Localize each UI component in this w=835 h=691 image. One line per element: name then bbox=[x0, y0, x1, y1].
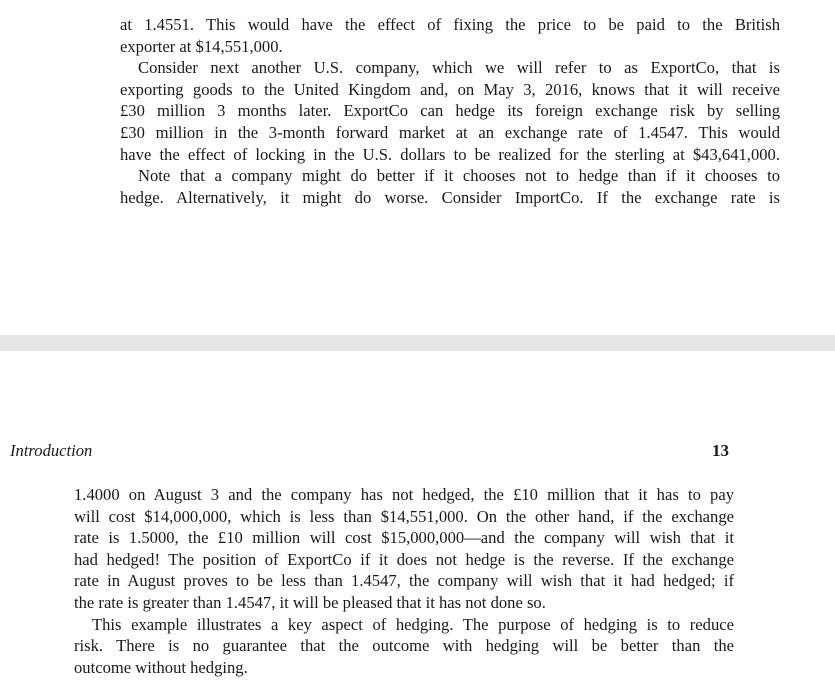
page-number: 13 bbox=[712, 441, 729, 460]
page-gap bbox=[0, 335, 835, 351]
text-line: rate in August proves to be less than 1.4547, the company will wish that it had hedged; if bbox=[74, 571, 734, 591]
text-line: will cost $14,000,000, which is less than $14,551,000. On the other hand, if the exchange bbox=[74, 506, 734, 526]
text-line: outcome without hedging. bbox=[74, 657, 248, 677]
text-line: the rate is greater than 1.4547, it will be pleased that it has not done so. bbox=[74, 592, 546, 612]
running-head-title: Introduction bbox=[10, 441, 93, 460]
text-line: have the effect of locking in the U.S. dollars to be realized for the sterling at $43,641,000. bbox=[120, 144, 780, 164]
bottom-page-text bbox=[74, 484, 734, 678]
text-line: Note that a company might do better if it chooses not to hedge than if it chooses to bbox=[138, 166, 780, 186]
text-line: rate is 1.5000, the £10 million will cost $15,000,000—and the company will wish that it bbox=[74, 528, 734, 548]
text-line: £30 million 3 months later. ExportCo can hedge its foreign exchange risk by selling bbox=[120, 101, 780, 121]
text-line: £30 million in the 3-month forward market at an exchange rate of 1.4547. This would bbox=[120, 122, 780, 142]
text-line: had hedged! The position of ExportCo if it does not hedge is the reverse. If the exchange bbox=[74, 549, 734, 569]
text-line: risk. There is no guarantee that the outcome with hedging will be better than the bbox=[74, 636, 734, 656]
text-line: 1.4000 on August 3 and the company has not hedged, the £10 million that it has to pay bbox=[74, 485, 734, 504]
text-line: hedge. Alternatively, it might do worse. Consider ImportCo. If the exchange rate is bbox=[120, 187, 780, 207]
text-line: exporting goods to the United Kingdom and, on May 3, 2016, knows that it will receive bbox=[120, 79, 780, 99]
text-line: at 1.4551. This would have the effect of fixing the price to be paid to the British bbox=[120, 15, 780, 34]
top-page-text bbox=[120, 14, 780, 208]
text-line: This example illustrates a key aspect of hedging. The purpose of hedging is to reduce bbox=[92, 614, 734, 634]
text-line: Consider next another U.S. company, which we will refer to as ExportCo, that is bbox=[138, 58, 780, 78]
text-line: exporter at $14,551,000. bbox=[120, 36, 283, 56]
